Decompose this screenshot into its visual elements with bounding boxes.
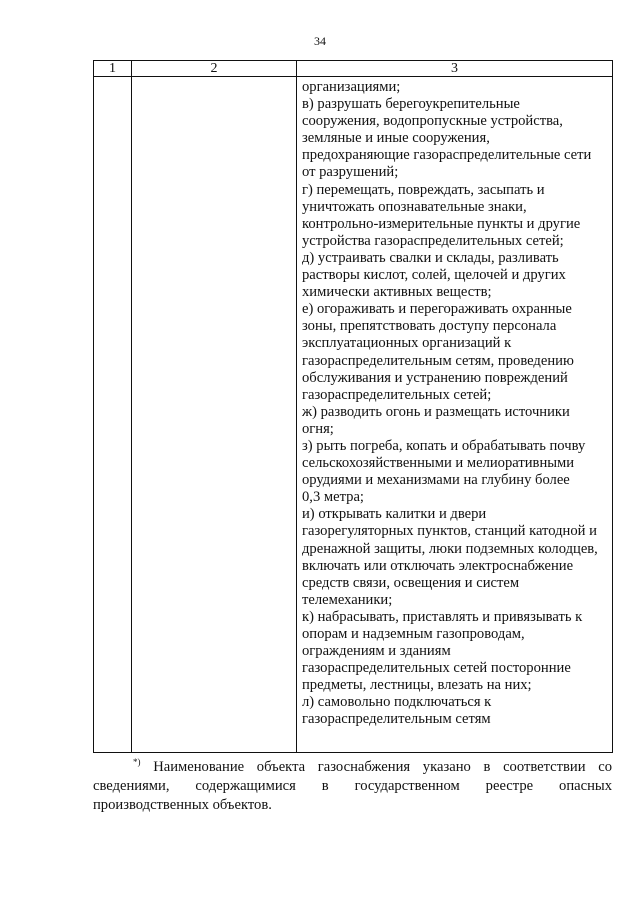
list-item: г) перемещать, повреждать, засыпать и xyxy=(302,181,545,198)
list-item: газораспределительным сетям xyxy=(302,711,491,728)
list-item: телемеханики; xyxy=(302,591,393,608)
list-item: з) рыть погреба, копать и обрабатывать почву xyxy=(302,437,586,454)
requirements-table xyxy=(93,60,613,753)
restrictions-list xyxy=(297,77,612,729)
list-item: д) устраивать свалки и склады, разливать xyxy=(302,249,559,266)
list-item: в) разрушать берегоукрепительные xyxy=(302,96,520,113)
list-item: газораспределительных сетей; xyxy=(302,386,492,403)
footnote-marker: *) xyxy=(133,757,141,767)
list-item: газораспределительным сетям, проведению xyxy=(302,352,574,369)
list-item: земляные и иные сооружения, xyxy=(302,130,490,147)
list-item: орудиями и механизмами на глубину более xyxy=(302,472,570,489)
list-item: газорегуляторных пунктов, станций катодной и xyxy=(302,523,597,540)
table-row xyxy=(94,77,613,753)
list-item: опорам и надземным газопроводам, xyxy=(302,626,525,642)
footnote-line: производственных объектов. xyxy=(93,797,272,813)
column-header-2: 2 xyxy=(132,61,297,77)
cell-column-1 xyxy=(94,77,132,753)
list-item: зоны, препятствовать доступу персонала xyxy=(302,318,557,335)
list-item: и) открывать калитки и двери xyxy=(302,506,487,523)
list-item: огня; xyxy=(302,420,334,437)
list-item: эксплуатационных организаций к xyxy=(302,335,512,352)
list-item: контрольно-измерительные пункты и другие xyxy=(302,215,581,232)
column-header-3: 3 xyxy=(297,61,613,77)
list-item: уничтожать опознавательные знаки, xyxy=(302,198,527,215)
list-item: е) огораживать и перегораживать охранные xyxy=(302,301,572,318)
list-item: включать или отключать электроснабжение xyxy=(302,557,574,574)
list-item: устройства газораспределительных сетей; xyxy=(302,232,564,249)
list-item: газораспределительных сетей посторонние xyxy=(302,660,571,677)
list-item: от разрушений; xyxy=(302,164,399,181)
page-number: 34 xyxy=(314,34,326,48)
list-item: 0,3 метра; xyxy=(302,489,364,506)
column-header-1: 1 xyxy=(94,61,132,77)
list-item: сельскохозяйственными и мелиоративными xyxy=(302,455,575,472)
list-item: обслуживания и устранению повреждений xyxy=(302,369,568,386)
list-item: химически активных веществ; xyxy=(302,284,492,301)
cell-column-2 xyxy=(132,77,297,753)
list-item: к) набрасывать, приставлять и привязывать к xyxy=(302,608,583,625)
list-item: сооружения, водопропускные устройства, xyxy=(302,113,563,130)
list-item: ж) разводить огонь и размещать источники xyxy=(302,403,570,420)
footnote-line: сведениями, содержащимися в государственном реестре опасных xyxy=(93,778,612,794)
list-item: предметы, лестницы, влезать на них; xyxy=(302,677,532,694)
list-item: ограждениям и зданиям xyxy=(302,643,451,660)
table-header-row xyxy=(94,61,613,77)
list-item: растворы кислот, солей, щелочей и других xyxy=(302,267,566,284)
list-item: л) самовольно подключаться к xyxy=(302,694,492,711)
cell-column-3 xyxy=(297,77,613,753)
list-item: предохраняющие газораспределительные сети xyxy=(302,147,592,164)
list-item: организациями; xyxy=(302,79,401,95)
list-item: дренажной защиты, люки подземных колодцев, xyxy=(302,540,598,557)
list-item: средств связи, освещения и систем xyxy=(302,574,520,591)
footnote xyxy=(93,758,612,815)
footnote-line xyxy=(93,758,612,777)
footnote-text: Наименование объекта газоснабжения указано в соответствии со xyxy=(153,759,612,775)
